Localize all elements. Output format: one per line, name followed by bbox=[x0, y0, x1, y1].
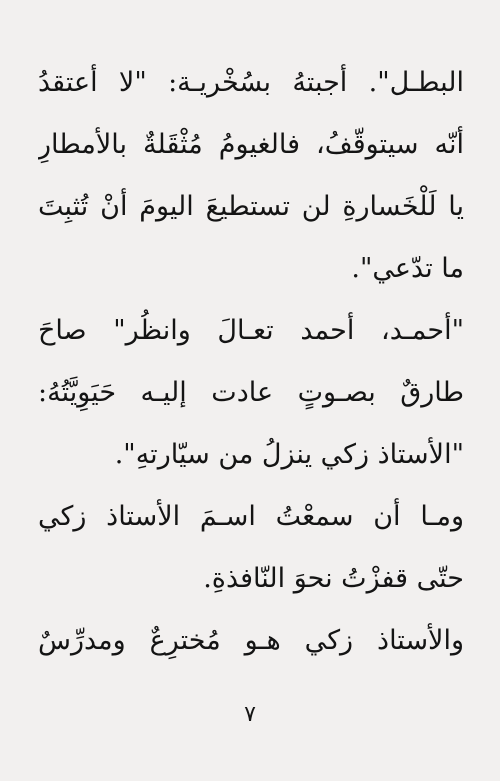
text-line: "أحمـد، أحمد تعـالَ وانظُر" صاحَ bbox=[38, 315, 464, 346]
text-line: والأستاذ زكي هـو مُخترِعٌ ومدرِّسٌ bbox=[38, 625, 464, 656]
text-line: يا لَلْخَسارةِ لن تستطيعَ اليومَ أنْ تُثبِتَ bbox=[38, 191, 464, 222]
text-line: "الأستاذ زكي ينزلُ من سيّارتهِ". bbox=[114, 439, 464, 470]
page-text bbox=[38, 52, 464, 672]
page-number: ٧ bbox=[244, 702, 256, 727]
text-line: البطـل". أجبتهُ بسُخْريـة: "لا أعتقدُ bbox=[38, 67, 464, 98]
text-line: حتّى قفزْتُ نحوَ النّافذةِ. bbox=[203, 563, 464, 594]
text-line: طارقٌ بصـوتٍ عادت إليـه حَيَوِيَّتُهُ: bbox=[38, 377, 464, 408]
text-line: ما تدّعي". bbox=[351, 253, 464, 284]
text-line: أنّه سيتوقّفُ، فالغيومُ مُثْقَلةٌ بالأمطارِ bbox=[38, 129, 464, 160]
text-line: ومـا أن سمعْتُ اسـمَ الأستاذ زكي bbox=[38, 501, 464, 532]
